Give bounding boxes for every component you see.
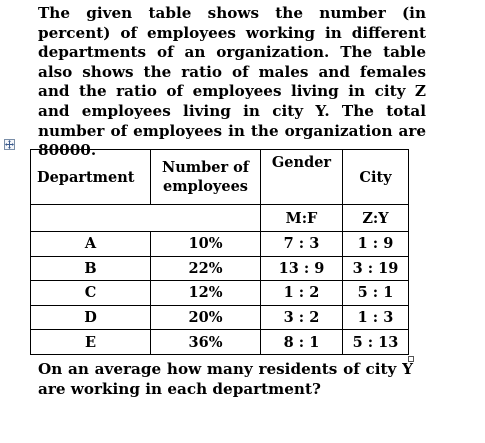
cell-gender-ratio: 3 : 2 [261, 305, 343, 330]
header-gender: Gender [261, 150, 343, 205]
cell-city-ratio: 1 : 9 [343, 232, 409, 257]
header-department: Department [31, 150, 151, 205]
data-table [30, 149, 409, 355]
cell-percent: 12% [151, 281, 261, 306]
cell-department: B [31, 256, 151, 281]
cell-city-ratio: 5 : 1 [343, 281, 409, 306]
header-row-sub [31, 205, 409, 232]
table-row [31, 305, 409, 330]
header-sub-blank-2 [151, 205, 261, 232]
cell-department: A [31, 232, 151, 257]
intro-paragraph: The given table shows the number (in percent) of employees working in different departments of an organization. The table also shows the ratio of males and females and the ratio of employees living in city Z and employees living in city Y. The total number of employees in the organization are 80000. [38, 4, 426, 160]
table-row [31, 256, 409, 281]
header-city: City [343, 150, 409, 205]
header-number-of-employees: Number of employees [151, 150, 261, 205]
cell-gender-ratio: 1 : 2 [261, 281, 343, 306]
cell-department: D [31, 305, 151, 330]
cell-city-ratio: 1 : 3 [343, 305, 409, 330]
table-row [31, 232, 409, 257]
cell-department: E [31, 330, 151, 355]
table-row [31, 330, 409, 355]
header-city-ratio: Z:Y [343, 205, 409, 232]
table-row [31, 281, 409, 306]
cell-department: C [31, 281, 151, 306]
question-paragraph: On an average how many residents of city Y are working in each department? [38, 360, 413, 398]
cell-percent: 10% [151, 232, 261, 257]
cell-city-ratio: 5 : 13 [343, 330, 409, 355]
table-move-handle-icon[interactable] [4, 139, 15, 150]
cell-gender-ratio: 13 : 9 [261, 256, 343, 281]
header-gender-ratio: M:F [261, 205, 343, 232]
cell-gender-ratio: 7 : 3 [261, 232, 343, 257]
cell-city-ratio: 3 : 19 [343, 256, 409, 281]
cell-percent: 20% [151, 305, 261, 330]
cell-percent: 22% [151, 256, 261, 281]
header-sub-blank-1 [31, 205, 151, 232]
cell-percent: 36% [151, 330, 261, 355]
cell-gender-ratio: 8 : 1 [261, 330, 343, 355]
